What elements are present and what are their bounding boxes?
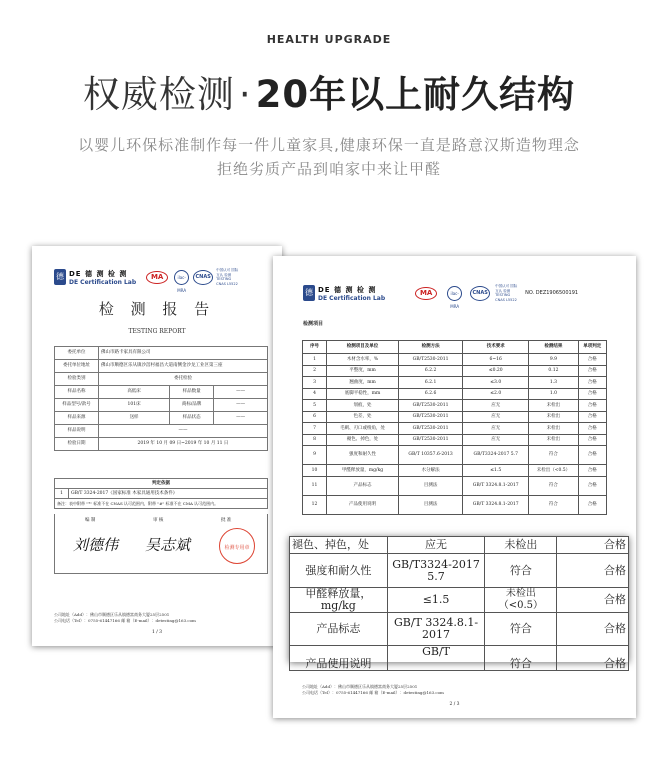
table-row <box>55 412 268 425</box>
table-cell: ≤3.0 <box>463 377 529 389</box>
table-cell: 101床 <box>99 399 170 412</box>
table-cell: 合格 <box>578 423 606 435</box>
lab-name <box>69 269 136 286</box>
page-title <box>0 64 658 118</box>
table-cell: 未检出 <box>529 434 578 446</box>
table-cell: 佛山市路卡家具有限公司 <box>99 347 268 360</box>
table-cell: 委托单位地址 <box>55 360 99 373</box>
official-stamp: 检测专用章 <box>219 528 255 564</box>
table-cell: 应无 <box>387 537 485 554</box>
report-note: 备注：表中附带 "*" 标准不在 CNAS 认可范围内，附带 "#" 标准不在 CMA 认可范围内。 <box>55 499 268 509</box>
table-cell: GB/T 10357.6-2013 <box>399 446 463 465</box>
table-cell: 佛山市顺德区乐从镇沙滘村福昌大道南侧金沙龙工业区第三座 <box>99 360 268 373</box>
report-title: 检 测 报 告 <box>98 300 216 318</box>
table-cell: 木材含水率，% <box>327 354 399 366</box>
cma-mark-icon: MA <box>415 287 437 300</box>
table-cell: 目测法 <box>399 476 463 495</box>
table-cell: 6~16 <box>463 354 529 366</box>
table-cell: 划痕，处 <box>327 400 399 412</box>
ilac-mark-icon: ilac-MRA <box>447 286 462 301</box>
table-cell: 应无 <box>463 411 529 423</box>
ilac-mark-icon: ilac-MRA <box>174 270 189 285</box>
footer-address: 公司地址（Add）：佛山市顺德区乐从镇德富商务大厦25层2501 <box>54 612 170 617</box>
table-cell: 样品说明 <box>55 425 99 438</box>
report-number: NO. DEZ1906500191 <box>525 290 579 296</box>
table-cell: 检验日期 <box>55 438 99 451</box>
table-cell: 甲醛释放量，mg/kg <box>327 465 399 477</box>
table-row <box>290 588 629 613</box>
table-cell: 单项判定 <box>578 341 606 354</box>
table-cell: 10 <box>303 465 327 477</box>
table-cell: GB/T3324-2017 5.7 <box>387 554 485 588</box>
table-cell: GB/T2530-2011 <box>399 423 463 435</box>
table-cell: 2019 年 10 月 09 日~2019 年 10 月 11 日 <box>99 438 268 451</box>
table-cell: 3 <box>303 377 327 389</box>
test-results-table <box>302 340 607 515</box>
table-cell: 合格 <box>578 354 606 366</box>
table-cell: 符合 <box>529 446 578 465</box>
table-cell: 4 <box>303 388 327 400</box>
table-cell: ≤2.0 <box>463 388 529 400</box>
table-row <box>290 613 629 646</box>
table-cell: 委托检验 <box>99 373 268 386</box>
table-cell: —— <box>99 425 268 438</box>
table-cell: 翘曲度，mm <box>327 377 399 389</box>
table-cell: ≤1.5 <box>387 588 485 613</box>
table-row <box>290 646 629 671</box>
lab-name <box>318 285 385 302</box>
title-bold: 20年以上耐久结构 <box>255 73 576 116</box>
sign-compile-label: 编 制 <box>85 518 96 523</box>
table-cell: 11 <box>303 476 327 495</box>
title-dot: · <box>238 73 252 116</box>
table-cell: 合格 <box>557 613 629 646</box>
table-cell: 色差，处 <box>327 411 399 423</box>
table-cell: 技术要求 <box>463 341 529 354</box>
table-row <box>303 465 607 477</box>
table-cell: 检验类别 <box>55 373 99 386</box>
table-cell: 未检出 <box>529 423 578 435</box>
table-cell: 高低床 <box>99 386 170 399</box>
table-header-row <box>303 341 607 354</box>
table-cell: 检测方法 <box>399 341 463 354</box>
report-footer <box>54 612 196 624</box>
table-cell: 检测项目及单位 <box>327 341 399 354</box>
cnas-caption: 中国认可 国际互认 检测 TESTING CNAS L5522 <box>495 284 518 302</box>
table-row <box>290 554 629 588</box>
report-footer <box>302 684 444 696</box>
table-cell: 符合 <box>529 495 578 514</box>
table-row <box>303 446 607 465</box>
table-row <box>55 386 268 399</box>
table-cell: —— <box>214 399 268 412</box>
sign-review-label: 审 核 <box>153 518 164 523</box>
lab-name-cn: DE 德 测 检 测 <box>318 285 377 294</box>
report-info-table <box>54 346 268 451</box>
table-cell: 合格 <box>557 646 629 671</box>
table-row <box>303 476 607 495</box>
table-cell: 未检出 <box>485 537 557 554</box>
table-cell: 样品型号/款号 <box>55 399 99 412</box>
table-cell: 合格 <box>578 495 606 514</box>
lab-name-cn: DE 德 测 检 测 <box>69 269 128 278</box>
table-cell: 合格 <box>557 588 629 613</box>
table-cell: 应无 <box>463 400 529 412</box>
table-cell: —— <box>214 386 268 399</box>
table-cell: 产品使用说明 <box>290 646 388 671</box>
table-row <box>55 360 268 373</box>
subtitle-line-2: 拒绝劣质产品到咱家中来让甲醛 <box>216 160 441 178</box>
report-subtitle: TESTING REPORT <box>128 328 186 335</box>
table-cell: 6.2.1 <box>399 377 463 389</box>
basis-header: 判定依据 <box>55 479 268 489</box>
footer-contact: 公司电话（Tel）：0755-61447166 邮 箱（E-mail）：detesting@163.com <box>302 690 444 695</box>
table-cell: GB/T <box>387 646 485 671</box>
table-cell: 6.2.6 <box>399 388 463 400</box>
table-row <box>303 354 607 366</box>
table-cell: 2 <box>303 365 327 377</box>
table-cell: 未检出 <box>529 411 578 423</box>
report-page-1 <box>32 246 282 646</box>
table-cell: 产品标志 <box>327 476 399 495</box>
basis-text: GB/T 3324-2017《国家标准 木家具通用技术条件》 <box>69 489 268 499</box>
table-cell: 1.3 <box>529 377 578 389</box>
table-row <box>290 537 629 554</box>
table-cell: 合格 <box>578 388 606 400</box>
table-cell: GB/T 3324.8.1-2017 <box>463 476 529 495</box>
table-cell: GB/T3324-2017 5.7 <box>463 446 529 465</box>
table-cell: GB/T 3324.8.1-2017 <box>463 495 529 514</box>
table-cell: 平整度，mm <box>327 365 399 377</box>
table-cell: 9 <box>303 446 327 465</box>
table-cell: 水分解法 <box>399 465 463 477</box>
table-cell: 合格 <box>578 434 606 446</box>
table-cell: 毛刺、刃口或棱角，处 <box>327 423 399 435</box>
sign-approve-label: 批 准 <box>221 518 232 523</box>
table-cell: 7 <box>303 423 327 435</box>
table-cell: 合格 <box>557 554 629 588</box>
page-number: 1 / 3 <box>151 630 163 635</box>
table-cell: 样品数量 <box>170 386 214 399</box>
table-cell: 合格 <box>578 365 606 377</box>
lab-name-en: DE Certification Lab <box>69 278 137 286</box>
table-row <box>303 411 607 423</box>
cma-mark-icon: MA <box>146 271 168 284</box>
table-row <box>303 388 607 400</box>
table-cell: 强度和耐久性 <box>290 554 388 588</box>
table-cell: 样品名称 <box>55 386 99 399</box>
table-cell: 合格 <box>578 465 606 477</box>
table-row <box>303 365 607 377</box>
title-light: 权威检测 <box>82 73 235 116</box>
lab-name-en: DE Certification Lab <box>318 294 386 302</box>
table-cell: 强度和耐久性 <box>327 446 399 465</box>
table-cell: 6.2.2 <box>399 365 463 377</box>
table-cell: 9.9 <box>529 354 578 366</box>
table-cell: 1.0 <box>529 388 578 400</box>
table-cell: 产品标志 <box>290 613 388 646</box>
table-row <box>55 425 268 438</box>
table-cell: 甲醛释放量，mg/kg <box>290 588 388 613</box>
de-logo-icon: 德 <box>303 285 315 301</box>
table-cell: 合格 <box>557 537 629 554</box>
table-cell: 委托单位 <box>55 347 99 360</box>
table-row <box>303 377 607 389</box>
table-cell: 符合 <box>485 646 557 671</box>
table-cell: 合格 <box>578 377 606 389</box>
subtitle-line-1: 以婴儿环保标准制作每一件儿童家具,健康环保一直是路意汉斯造物理念 <box>78 136 580 154</box>
table-cell: 序号 <box>303 341 327 354</box>
table-cell: 符合 <box>485 554 557 588</box>
signature-compile: 刘德伟 <box>73 536 119 554</box>
table-cell: 应无 <box>463 434 529 446</box>
footer-contact: 公司电话（Tel）：0755-61447166 邮 箱（E-mail）：detesting@163.com <box>54 618 196 623</box>
table-cell: GB/T2530-2011 <box>399 400 463 412</box>
table-cell: 12 <box>303 495 327 514</box>
table-cell: GB/T 3324.8.1-2017 <box>387 613 485 646</box>
table-cell: 合格 <box>578 411 606 423</box>
table-cell: 1 <box>303 354 327 366</box>
cnas-mark-icon: CNAS <box>470 286 490 301</box>
signature-area <box>54 514 268 574</box>
table-cell: 样品来源 <box>55 412 99 425</box>
table-cell: 5 <box>303 400 327 412</box>
table-cell: 合格 <box>578 476 606 495</box>
table-cell: —— <box>214 412 268 425</box>
table-cell: 6 <box>303 411 327 423</box>
section-label: 检测项目 <box>303 321 324 327</box>
cnas-caption: 中国认可 国际互认 检测 TESTING CNAS L5522 <box>216 268 239 286</box>
table-cell: 未检出（<0.5） <box>529 465 578 477</box>
report-header-logos <box>54 268 240 293</box>
table-cell: 未检出 <box>529 400 578 412</box>
table-cell: 应无 <box>463 423 529 435</box>
table-cell: 底脚平稳性，mm <box>327 388 399 400</box>
report-header-logos <box>303 284 579 309</box>
table-cell: 合格 <box>578 446 606 465</box>
footer-address: 公司地址（Add）：佛山市顺德区乐从镇德富商务大厦25层2501 <box>302 684 418 689</box>
table-cell: 符合 <box>529 476 578 495</box>
table-row <box>55 399 268 412</box>
de-logo-icon: 德 <box>54 269 66 285</box>
table-row <box>303 495 607 514</box>
cnas-mark-icon: CNAS <box>193 270 213 285</box>
table-cell: 褪色、掉色，处 <box>290 537 388 554</box>
table-row <box>55 438 268 451</box>
table-cell: 褪色、掉色，处 <box>327 434 399 446</box>
table-cell: GB/T2530-2011 <box>399 434 463 446</box>
table-cell: 未检出（<0.5） <box>485 588 557 613</box>
table-cell: 0.12 <box>529 365 578 377</box>
table-cell: GB/T2530-2011 <box>399 411 463 423</box>
judgement-basis-table <box>54 478 268 509</box>
zoomed-results-table <box>289 536 629 671</box>
table-row <box>303 423 607 435</box>
table-cell: 样品状态 <box>170 412 214 425</box>
table-cell: 符合 <box>485 613 557 646</box>
page-number: 2 / 3 <box>449 702 460 707</box>
basis-index: 1 <box>55 489 69 499</box>
table-cell: GB/T2530-2011 <box>399 354 463 366</box>
table-cell: 8 <box>303 434 327 446</box>
eyebrow-label: HEALTH UPGRADE <box>266 33 392 46</box>
table-row <box>55 373 268 386</box>
table-cell: 商标/品牌 <box>170 399 214 412</box>
table-cell: 目测法 <box>399 495 463 514</box>
table-cell: 检测结果 <box>529 341 578 354</box>
table-row <box>303 400 607 412</box>
table-cell: 产品使用说明 <box>327 495 399 514</box>
signature-review: 吴志斌 <box>145 536 191 554</box>
table-cell: ≤1.5 <box>463 465 529 477</box>
table-row <box>303 434 607 446</box>
table-row <box>55 347 268 360</box>
table-cell: 送样 <box>99 412 170 425</box>
zoomed-results-detail <box>289 536 629 670</box>
table-cell: ≤0.20 <box>463 365 529 377</box>
table-cell: 合格 <box>578 400 606 412</box>
